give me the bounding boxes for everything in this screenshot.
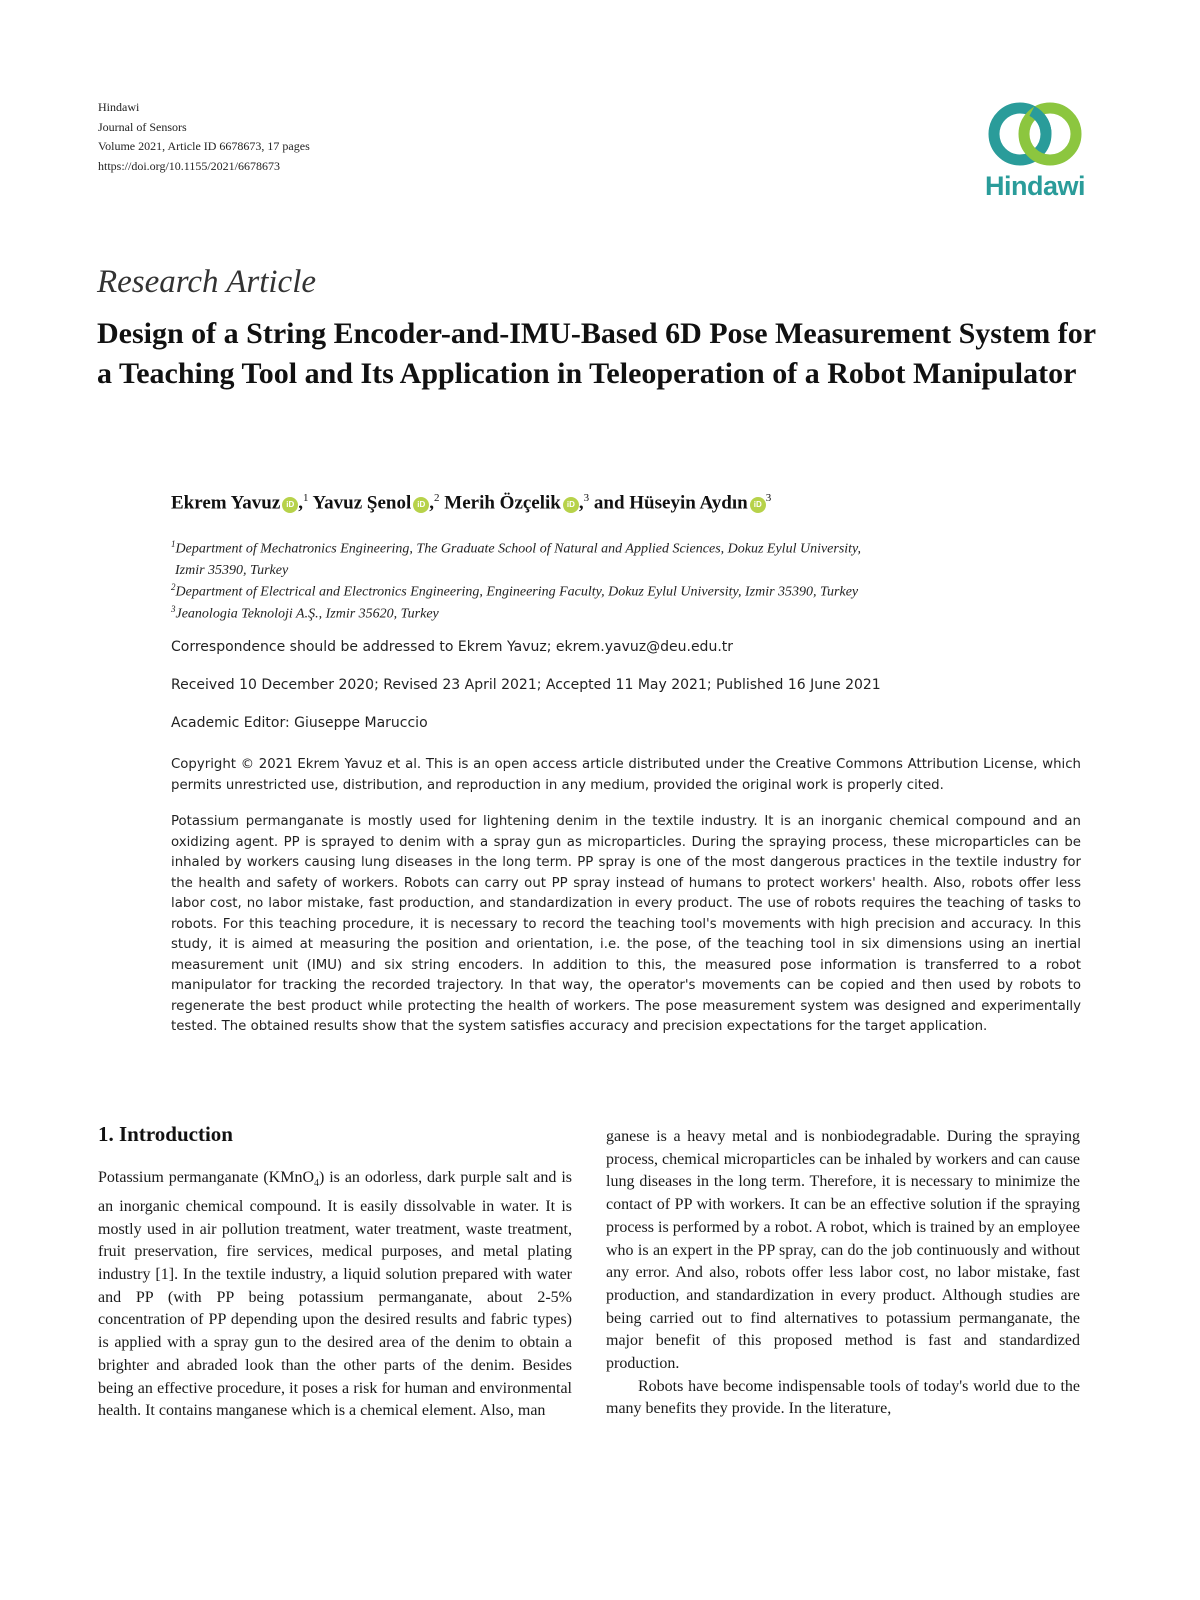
orcid-icon[interactable]: iD <box>563 497 579 513</box>
orcid-icon[interactable]: iD <box>750 497 766 513</box>
author-name: Yavuz Şenol <box>312 492 412 514</box>
section-heading-introduction: 1. Introduction <box>98 1122 233 1146</box>
author-name: Hüseyin Aydın <box>629 492 748 514</box>
doi-link[interactable]: https://doi.org/10.1155/2021/6678673 <box>98 158 281 173</box>
author-affil-sup: 3 <box>765 492 772 504</box>
affiliation-2: $^2$Department of Electrical and Electronics Engineering, Engineering Faculty, Dokuz Eylul University, Izmir 35390, Turkey <box>171 582 859 600</box>
body-column-right <box>606 1126 1080 1421</box>
author-name: Merih Özçelik <box>444 492 561 514</box>
author-affil-sup: 2 <box>434 492 440 504</box>
journal-meta <box>98 98 498 176</box>
journal-name: Journal of Sensors <box>98 119 187 134</box>
body-column-left <box>98 1167 572 1423</box>
orcid-icon[interactable]: iD <box>282 497 298 513</box>
affiliation-3: $^3$Jeanologia Teknoloji A.Ş., Izmir 35620, Turkey <box>171 604 439 622</box>
volume-info: Volume 2021, Article ID 6678673, 17 pages <box>98 139 310 153</box>
author-affil-sup: 3 <box>583 492 590 504</box>
affiliation-1: $^1$Department of Mechatronics Engineering, The Graduate School of Natural and Applied Sciences, Dokuz Eylul University, Izmir 35390, Turkey <box>171 539 862 578</box>
orcid-icon[interactable]: iD <box>413 497 429 513</box>
paragraph: Robots have become indispensable tools of today's world due to the many benefits they provide. In the literature, <box>606 1377 1080 1418</box>
paragraph: ganese is a heavy metal and is nonbiodegradable. During the spraying process, chemical microparticles can be inhaled by workers and can cause lung diseases in the long term. Therefore, it is necessary to minimize the contact of PP with workers. It can be an effective solution if the spraying process is performed by a robot. A robot, which is trained by an employee who is an expert in the PP spray, can do the job continuously and without any error. And also, robots offer less labor cost, no labor mistake, fast production, and standardization in every product. Although studies are being carried out to find alternatives to potassium permanganate, the major benefit of this proposed method is fast and standardized production. <box>606 1128 1081 1373</box>
abstract: Potassium permanganate is mostly used for lightening denim in the textile industry. It is an inorganic chemical compound and an oxidizing agent. PP is sprayed to denim with a spray gun as microparticles. During the spraying process, these microparticles can be inhaled by workers causing lung diseases in the long term. PP spray is one of the most dangerous practices in the textile industry for the health and safety of workers. Robots can carry out PP spray instead of humans to protect workers' health. Also, robots offer less labor cost, no labor mistake, fast production, and standardization in every product. The use of robots requires the teaching of tasks to robots. For this teaching procedure, it is necessary to record the teaching tool's movements with high precision and accuracy. In this study, it is aimed at measuring the position and orientation, i.e. the pose, of the teaching tool in six dimensions using an inertial measurement unit (IMU) and six string encoders. In addition to this, the measured pose information is transferred to a robot manipulator for tracking the recorded trajectory. In that way, the operator's movements can be copied and then used by robots to regenerate the best product while protecting the health of workers. The pose measurement system was designed and experimentally tested. The obtained results show that the system satisfies accuracy and precision expectations for the target application. <box>171 814 1081 1034</box>
author-name: Ekrem Yavuz <box>171 492 281 514</box>
article-dates: Received 10 December 2020; Revised 23 April 2021; Accepted 11 May 2021; Published 16 June 2021 <box>171 677 881 693</box>
article-title: Design of a String Encoder-and-IMU-Based 6D Pose Measurement System for a Teaching Tool and Its Application in Teleoperation of a Robot Manipulator <box>97 317 1096 390</box>
logo-wordmark: Hindawi <box>984 171 1085 201</box>
hindawi-rings-icon <box>980 98 1090 170</box>
academic-editor: Academic Editor: Giuseppe Maruccio <box>171 715 428 731</box>
copyright-notice: Copyright © 2021 Ekrem Yavuz et al. This is an open access article distributed under the Creative Commons Attribution License, which permits unrestricted use, distribution, and reproduction in any medium, provided the original work is properly cited. <box>171 757 1081 793</box>
article-type: Research Article <box>97 264 317 300</box>
correspondence: Correspondence should be addressed to Ekrem Yavuz; ekrem.yavuz@deu.edu.tr <box>171 639 734 655</box>
publisher-name: Hindawi <box>98 100 140 114</box>
hindawi-logo <box>980 98 1090 206</box>
author-affil-sup: 1 <box>303 492 309 504</box>
paragraph: Potassium permanganate (KMnO$_4$) is an odorless, dark purple salt and is an inorganic chemical compound. It is easily dissolvable in water. It is mostly used in air pollution treatment, water treatment, waste treatment, fruit preservation, fire services, medical purposes, and metal plating industry [1]. In the textile industry, a liquid solution prepared with water and PP (with PP being potassium permanganate, about 2-5% concentration of PP depending upon the desired results and fabric types) is applied with a spray gun to the desired area of the denim to obtain a brighter and abraded look than the other parts of the denim. Besides being an effective procedure, it poses a risk for human and environmental health. It contains manganese which is a chemical element. Also, man <box>98 1169 572 1420</box>
author-list: Ekrem Yavuz iD ,$^1$ Yavuz Şenol iD ,$^2$ Merih Özçelik iD ,$^3$ and Hüseyin Aydın $iD^3$ <box>171 492 772 514</box>
authors-joiner: and <box>593 492 625 514</box>
